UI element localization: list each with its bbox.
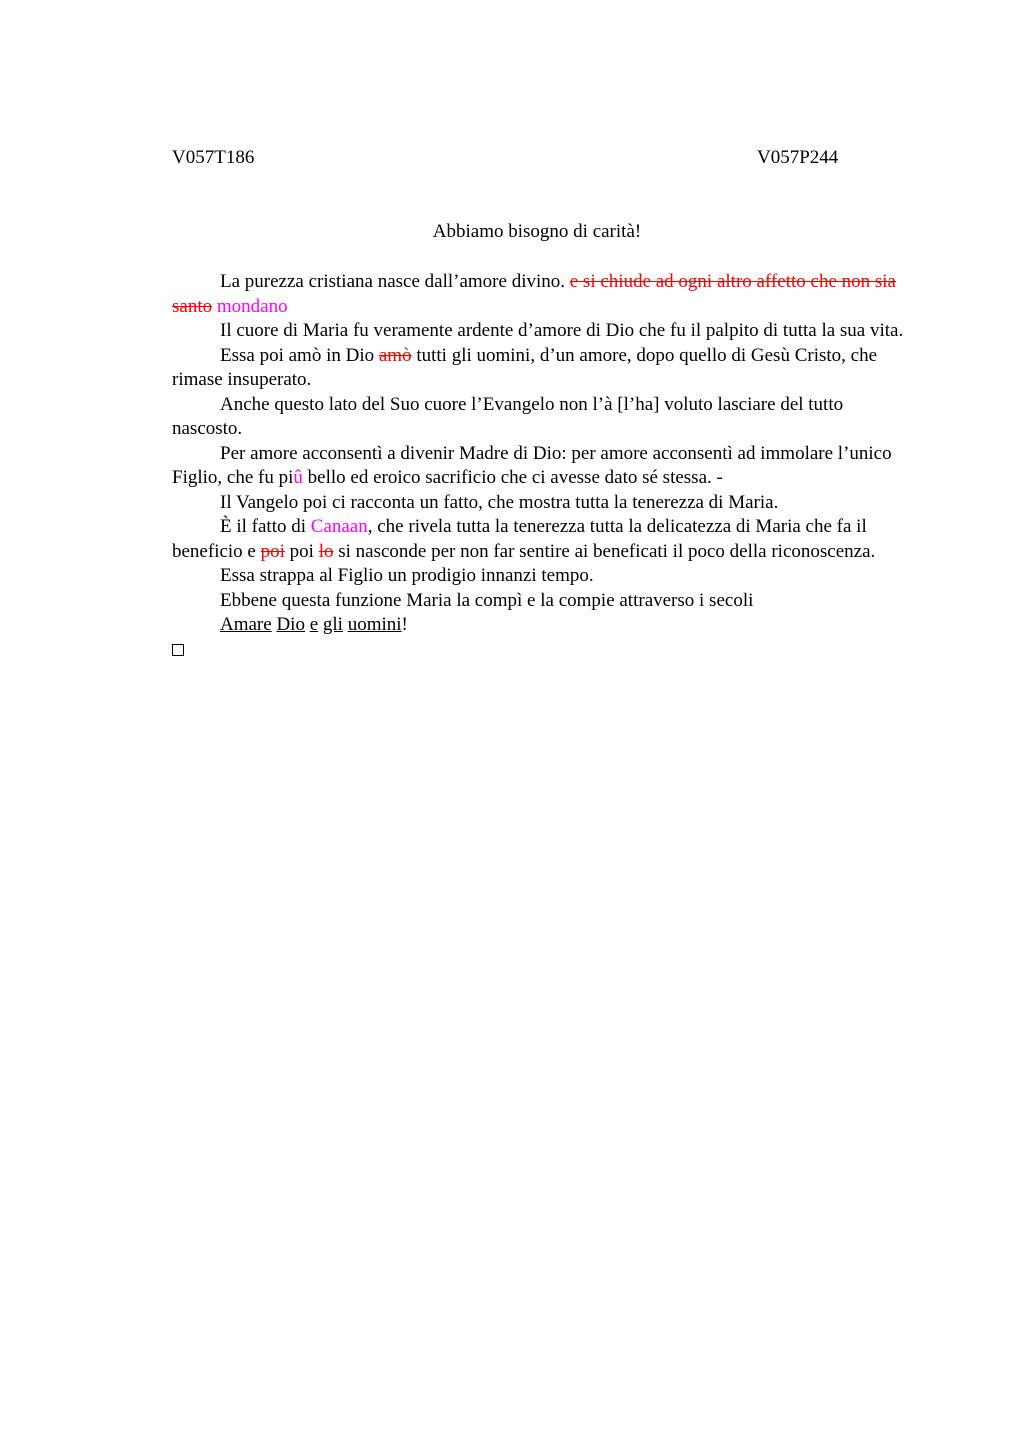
deleted-text: amò: [378, 344, 412, 366]
paragraph-5: [172, 442, 912, 491]
paragraph-6: [172, 491, 912, 516]
end-marker: [172, 638, 912, 664]
text-segment: Anche questo lato del Suo cuore l’Evangelo non l’à [l’ha] voluto lasciare del tutto nascosto.: [172, 393, 844, 439]
text-segment: Essa poi amò in Dio: [220, 344, 379, 366]
text-segment: bello ed eroico sacrificio che ci avesse dato sé stessa. -: [302, 467, 723, 488]
underlined-word: e: [309, 614, 319, 635]
paragraph-3: [172, 344, 912, 393]
paragraph-7: [172, 515, 912, 564]
underlined-word: Amare: [220, 614, 272, 635]
paragraph-4: [172, 393, 912, 442]
text-segment: La purezza cristiana nasce dall’amore divino.: [220, 271, 570, 292]
paragraph-1: [172, 270, 912, 319]
paragraph-10: [172, 613, 912, 638]
deleted-text: e si chiude ad ogni altro affetto che non sia santo: [172, 271, 896, 317]
text-segment: Il Vangelo poi ci racconta un fatto, che mostra tutta la tenerezza di Maria.: [220, 491, 779, 513]
underlined-word: uomini: [347, 614, 402, 635]
text-segment: È il fatto di: [220, 516, 311, 537]
deleted-text: poi: [260, 540, 285, 562]
document-title: Abbiamo bisogno di carità!: [432, 221, 642, 242]
paragraph-2: [172, 319, 912, 344]
text-segment: Per amore acconsentì a divenir Madre di Dio: per amore acconsentì ad immolare l’unico Figlio, che fu pi: [172, 442, 892, 488]
document-code-right: V057P244: [757, 147, 839, 168]
text-segment: poi: [284, 540, 319, 562]
underlined-word: Dio: [276, 614, 305, 635]
text-segment: Ebbene questa funzione Maria la compì e la compie attraverso i secoli: [220, 589, 754, 611]
document-body: [172, 270, 912, 663]
document-code-left: V057T186: [172, 147, 255, 168]
inserted-text: û: [293, 467, 303, 488]
text-segment: Essa strappa al Figlio un prodigio innanzi tempo.: [220, 565, 594, 586]
underlined-word: gli: [322, 614, 343, 635]
inserted-text: mondano: [216, 295, 288, 317]
text-segment: !: [401, 614, 408, 635]
inserted-text: Canaan: [310, 516, 368, 537]
deleted-text: lo: [318, 540, 334, 562]
empty-square-icon: [172, 644, 184, 656]
text-segment: , che rivela tutta la tenerezza tutta la delicatezza di Maria che fa il beneficio e: [172, 516, 867, 562]
text-segment: tutti gli uomini, d’un amore, dopo quello di Gesù Cristo, che rimase insuperato.: [172, 344, 878, 390]
text-segment: Il cuore di Maria fu veramente ardente d’amore di Dio che fu il palpito di tutta la sua vita.: [220, 320, 904, 341]
text-segment: si nasconde per non far sentire ai beneficati il poco della riconoscenza.: [333, 540, 876, 562]
paragraph-9: [172, 589, 912, 614]
paragraph-8: [172, 564, 912, 589]
